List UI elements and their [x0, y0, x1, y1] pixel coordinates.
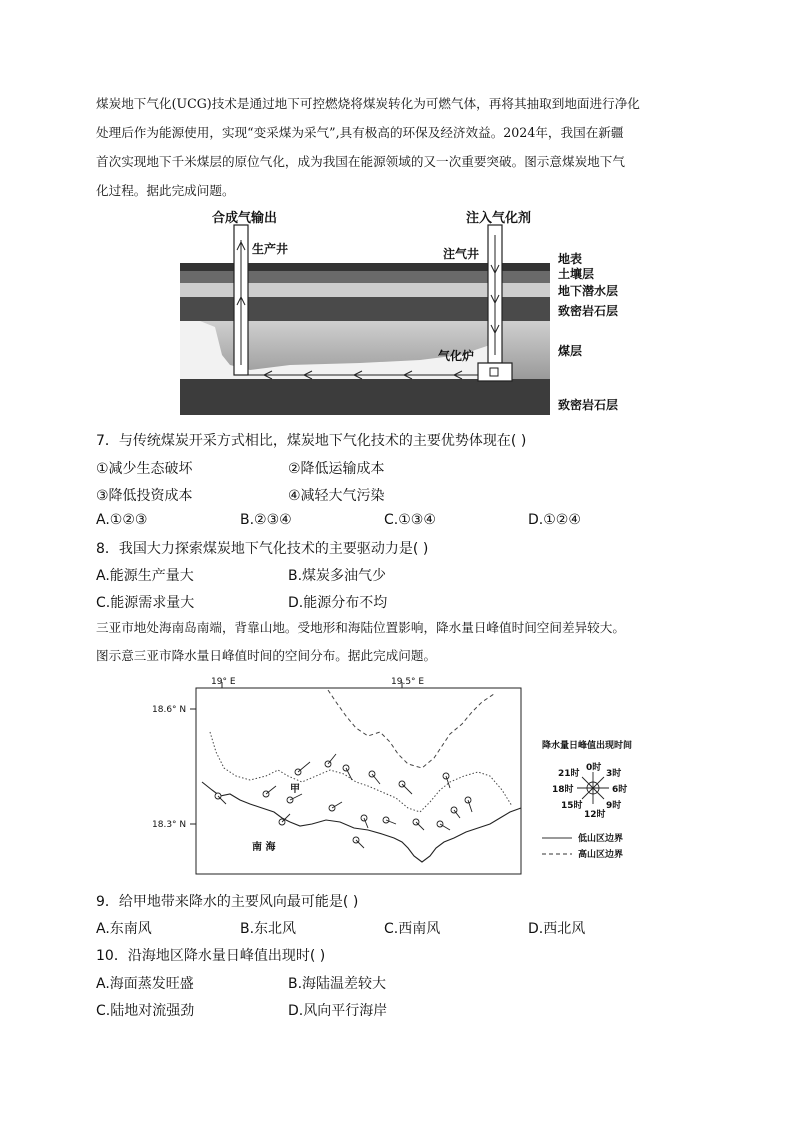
sanya-rainfall-peak-map — [150, 672, 650, 882]
label-layer-soil: 土壤层 — [558, 267, 595, 281]
label-layer-coal: 煤层 — [558, 344, 583, 358]
q7-item-3: ③降低投资成本 — [96, 488, 193, 504]
label-layer-surface: 地表 — [558, 252, 583, 266]
map-frame — [196, 688, 521, 874]
q8-option-a[interactable]: A.能源生产量大 — [96, 568, 194, 584]
lon-label-19: 19° E — [211, 677, 236, 687]
label-layer-rock-upper: 致密岩石层 — [558, 304, 619, 318]
question-8-stem: 8．我国大力探索煤炭地下气化技术的主要驱动力是( ) — [96, 541, 429, 557]
question-10-stem: 10．沿海地区降水量日峰值出现时( ) — [96, 948, 326, 964]
passage-1-line: 处理后作为能源使用，实现“变采煤为采气”,具有极高的环保及经济效益。2024年，我国在新疆 — [96, 125, 624, 140]
q8-option-b[interactable]: B.煤炭多油气少 — [288, 568, 387, 584]
label-furnace: 气化炉 — [438, 349, 475, 363]
q7-item-2: ②降低运输成本 — [288, 461, 385, 477]
clock-12: 12时 — [584, 810, 606, 820]
q10-option-a[interactable]: A.海面蒸发旺盛 — [96, 976, 194, 992]
label-layer-groundwater: 地下潜水层 — [558, 284, 619, 298]
place-jia: 甲 — [290, 784, 300, 795]
legend-title: 降水量日峰值出现时间 — [542, 741, 633, 751]
q10-option-d[interactable]: D.风向平行海岸 — [288, 1003, 388, 1019]
legend-high: 高山区边界 — [578, 850, 624, 860]
clock-3: 3时 — [606, 769, 622, 779]
q8-option-d[interactable]: D.能源分布不均 — [288, 595, 388, 611]
passage-2-line: 图示意三亚市降水量日峰值时间的空间分布。据此完成问题。 — [96, 648, 437, 663]
passage-1-line: 首次实现地下千米煤层的原位气化，成为我国在能源领域的又一次重要突破。图示意煤炭地下气 — [96, 154, 625, 169]
question-7-stem: 7．与传统煤炭开采方式相比，煤炭地下气化技术的主要优势体现在( ) — [96, 433, 527, 449]
q7-option-c[interactable]: C.①③④ — [384, 512, 436, 528]
lon-label-19-5: 19.5° E — [391, 677, 425, 687]
q9-option-d[interactable]: D.西北风 — [528, 921, 586, 937]
passage-2-line: 三亚市地处海南岛南端，背靠山地。受地形和海陆位置影响，降水量日峰值时间空间差异较大。 — [96, 620, 625, 635]
clock-legend-icon — [577, 772, 609, 804]
label-inject-agent: 注入气化剂 — [466, 211, 532, 226]
passage-1-line: 化过程。据此完成问题。 — [96, 183, 235, 198]
q7-option-d[interactable]: D.①②④ — [528, 512, 581, 528]
dense-rock-layer-lower — [180, 379, 550, 415]
clock-18: 18时 — [552, 785, 574, 795]
q9-option-c[interactable]: C.西南风 — [384, 921, 441, 937]
q8-option-c[interactable]: C.能源需求量大 — [96, 595, 195, 611]
label-syngas-output: 合成气输出 — [212, 211, 278, 226]
clock-21: 21时 — [558, 769, 580, 779]
q10-option-c[interactable]: C.陆地对流强劲 — [96, 1003, 195, 1019]
q7-option-b[interactable]: B.②③④ — [240, 512, 292, 528]
question-9-stem: 9．给甲地带来降水的主要风向最可能是( ) — [96, 894, 359, 910]
clock-0: 0时 — [586, 763, 602, 773]
lat-label-18-6: 18.6° N — [152, 705, 187, 715]
gasification-furnace — [478, 363, 512, 381]
label-layer-rock-lower: 致密岩石层 — [558, 398, 619, 412]
q7-option-a[interactable]: A.①②③ — [96, 512, 148, 528]
passage-1-line: 煤炭地下气化(UCG)技术是通过地下可控燃烧将煤炭转化为可燃气体，再将其抽取到地面进行净化 — [96, 96, 640, 111]
q7-item-4: ④减轻大气污染 — [288, 488, 385, 504]
clock-9: 9时 — [606, 801, 622, 811]
sea-label: 南 海 — [252, 842, 276, 853]
q9-option-b[interactable]: B.东北风 — [240, 921, 297, 937]
label-injection-well: 注气井 — [443, 247, 480, 261]
clock-6: 6时 — [612, 785, 628, 795]
q7-item-1: ①减少生态破坏 — [96, 461, 193, 477]
legend-low: 低山区边界 — [578, 834, 624, 844]
clock-15: 15时 — [561, 801, 583, 811]
lat-label-18-3: 18.3° N — [152, 820, 187, 830]
label-production-well: 生产井 — [252, 242, 289, 256]
q9-option-a[interactable]: A.东南风 — [96, 921, 152, 937]
coal-gasification-figure — [160, 205, 670, 420]
q10-option-b[interactable]: B.海陆温差较大 — [288, 976, 387, 992]
